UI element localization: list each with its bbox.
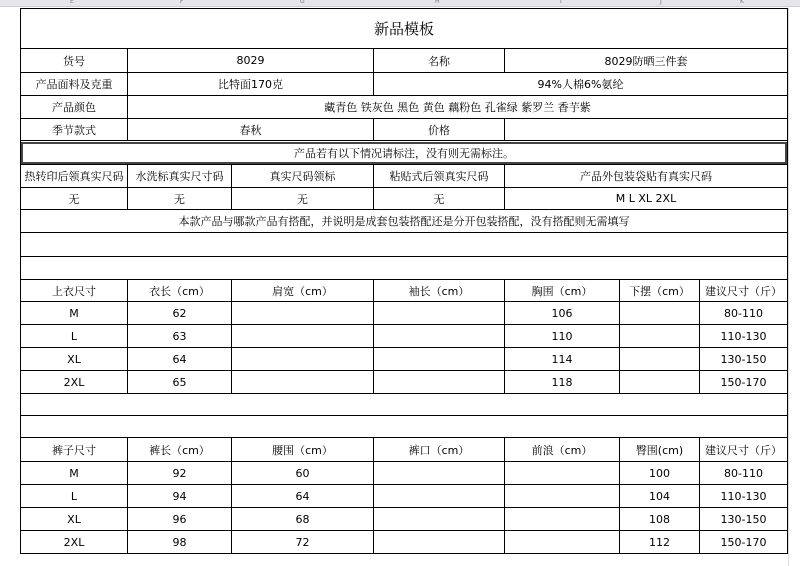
pants-table-header xyxy=(20,438,788,462)
pants-header-length[interactable]: 裤长（cm） xyxy=(128,438,232,461)
label-value[interactable]: 无 xyxy=(20,188,128,209)
column-header[interactable]: I xyxy=(560,0,562,5)
table-cell[interactable] xyxy=(232,325,374,347)
label-value-row xyxy=(20,188,788,210)
table-cell[interactable]: 72 xyxy=(232,531,374,553)
item-no-value[interactable]: 8029 xyxy=(128,49,374,72)
table-row xyxy=(20,325,788,348)
table-cell[interactable] xyxy=(374,302,505,324)
table-cell[interactable]: 68 xyxy=(232,508,374,530)
label-header-row xyxy=(20,165,788,188)
pants-header-suggested[interactable]: 建议尺寸（斤） xyxy=(700,438,788,461)
table-cell[interactable]: 150-170 xyxy=(700,371,788,393)
table-cell[interactable]: 2XL xyxy=(20,531,128,553)
label-header[interactable]: 热转印后领真实尺码 xyxy=(20,165,128,187)
table-cell[interactable]: 64 xyxy=(128,348,232,370)
table-cell[interactable]: 98 xyxy=(128,531,232,553)
gridline xyxy=(788,6,789,566)
table-row xyxy=(20,371,788,394)
sheet-title[interactable]: 新品模板 xyxy=(20,9,788,48)
table-cell[interactable]: 118 xyxy=(505,371,620,393)
color-value[interactable]: 藏青色 铁灰色 黑色 黄色 藕粉色 孔雀绿 紫罗兰 香芋紫 xyxy=(128,96,788,118)
pants-header-waist[interactable]: 腰围（cm） xyxy=(232,438,374,461)
table-cell[interactable] xyxy=(374,371,505,393)
color-label[interactable]: 产品颜色 xyxy=(20,96,128,118)
table-cell[interactable] xyxy=(620,325,700,347)
column-header[interactable]: K xyxy=(740,0,744,5)
info-row xyxy=(20,49,788,73)
label-value[interactable]: 无 xyxy=(374,188,505,209)
composition-value[interactable]: 94%人棉6%氨纶 xyxy=(374,73,788,95)
top-header-size[interactable]: 上衣尺寸 xyxy=(20,280,128,301)
table-cell[interactable]: 80-110 xyxy=(700,302,788,324)
notice-row xyxy=(20,141,788,165)
season-label[interactable]: 季节款式 xyxy=(20,119,128,140)
table-cell[interactable]: 94 xyxy=(128,485,232,507)
table-cell[interactable]: 62 xyxy=(128,302,232,324)
table-row xyxy=(20,348,788,371)
pants-header-leg-opening[interactable]: 裤口（cm） xyxy=(374,438,505,461)
table-cell[interactable]: 108 xyxy=(620,508,700,530)
table-cell[interactable] xyxy=(374,325,505,347)
notice-text[interactable]: 产品若有以下情况请标注，没有则无需标注。 xyxy=(20,141,788,164)
item-no-label[interactable]: 货号 xyxy=(20,49,128,72)
table-row xyxy=(20,462,788,485)
table-cell[interactable] xyxy=(232,348,374,370)
table-cell[interactable] xyxy=(620,302,700,324)
table-cell[interactable]: 104 xyxy=(620,485,700,507)
table-cell[interactable]: 106 xyxy=(505,302,620,324)
top-header-chest[interactable]: 胸围（cm） xyxy=(505,280,620,301)
table-cell[interactable]: 110 xyxy=(505,325,620,347)
empty-row xyxy=(20,416,788,438)
table-cell[interactable] xyxy=(232,371,374,393)
table-cell[interactable] xyxy=(374,348,505,370)
table-cell[interactable]: 130-150 xyxy=(700,348,788,370)
table-row xyxy=(20,531,788,554)
table-cell[interactable] xyxy=(505,508,620,530)
table-row xyxy=(20,485,788,508)
column-header[interactable]: H xyxy=(435,0,440,5)
label-header[interactable]: 粘贴式后领真实尺码 xyxy=(374,165,505,187)
top-header-shoulder[interactable]: 肩宽（cm） xyxy=(232,280,374,301)
top-table-header xyxy=(20,280,788,302)
matching-note-row xyxy=(20,210,788,233)
table-cell[interactable]: 114 xyxy=(505,348,620,370)
empty-cell[interactable] xyxy=(20,394,788,415)
name-value[interactable]: 8029防晒三件套 xyxy=(505,49,788,72)
table-cell[interactable] xyxy=(505,462,620,484)
column-header[interactable]: G xyxy=(300,0,305,5)
label-header[interactable]: 产品外包装袋贴有真实尺码 xyxy=(505,165,788,187)
title-row xyxy=(20,8,788,49)
table-cell[interactable]: 112 xyxy=(620,531,700,553)
season-value[interactable]: 春秋 xyxy=(128,119,374,140)
table-cell[interactable]: L xyxy=(20,325,128,347)
table-cell[interactable]: 80-110 xyxy=(700,462,788,484)
table-cell[interactable]: 100 xyxy=(620,462,700,484)
column-header[interactable]: E xyxy=(70,0,74,5)
table-cell[interactable]: M xyxy=(20,462,128,484)
table-cell[interactable] xyxy=(374,485,505,507)
table-cell[interactable] xyxy=(505,485,620,507)
info-row xyxy=(20,119,788,141)
table-cell[interactable]: L xyxy=(20,485,128,507)
table-cell[interactable]: 150-170 xyxy=(700,531,788,553)
pants-header-size[interactable]: 裤子尺寸 xyxy=(20,438,128,461)
price-value[interactable] xyxy=(505,119,788,140)
column-header-bar xyxy=(0,0,800,7)
top-header-sleeve[interactable]: 袖长（cm） xyxy=(374,280,505,301)
label-header[interactable]: 水洗标真实尺寸码 xyxy=(128,165,232,187)
info-row xyxy=(20,73,788,96)
column-header[interactable]: J xyxy=(660,0,662,5)
pants-header-hip[interactable]: 臀围(cm) xyxy=(620,438,700,461)
table-cell[interactable] xyxy=(232,302,374,324)
top-header-length[interactable]: 衣长（cm） xyxy=(128,280,232,301)
label-value[interactable]: 无 xyxy=(128,188,232,209)
label-header[interactable]: 真实尺码领标 xyxy=(232,165,374,187)
label-value[interactable]: 无 xyxy=(232,188,374,209)
fabric-label[interactable]: 产品面料及克重 xyxy=(20,73,128,95)
table-cell[interactable]: 64 xyxy=(232,485,374,507)
label-value[interactable]: M L XL 2XL xyxy=(505,188,788,209)
empty-cell[interactable] xyxy=(20,233,788,256)
info-row xyxy=(20,96,788,119)
table-cell[interactable]: XL xyxy=(20,508,128,530)
table-cell[interactable]: 110-130 xyxy=(700,485,788,507)
table-cell[interactable]: M xyxy=(20,302,128,324)
empty-row xyxy=(20,257,788,280)
table-cell[interactable]: 92 xyxy=(128,462,232,484)
price-label[interactable]: 价格 xyxy=(374,119,505,140)
table-cell[interactable]: 130-150 xyxy=(700,508,788,530)
table-cell[interactable] xyxy=(505,531,620,553)
matching-note[interactable]: 本款产品与哪款产品有搭配，并说明是成套包装搭配还是分开包装搭配，没有搭配则无需填写 xyxy=(20,210,788,232)
top-header-suggested[interactable]: 建议尺寸（斤） xyxy=(700,280,788,301)
table-row xyxy=(20,302,788,325)
empty-cell[interactable] xyxy=(20,257,788,279)
empty-row xyxy=(20,233,788,257)
table-cell[interactable] xyxy=(374,531,505,553)
table-cell[interactable] xyxy=(620,348,700,370)
table-cell[interactable] xyxy=(374,508,505,530)
table-row xyxy=(20,508,788,531)
table-cell[interactable]: 2XL xyxy=(20,371,128,393)
name-label[interactable]: 名称 xyxy=(374,49,505,72)
table-cell[interactable] xyxy=(374,462,505,484)
table-cell[interactable]: 65 xyxy=(128,371,232,393)
table-cell[interactable]: 96 xyxy=(128,508,232,530)
column-header[interactable]: F xyxy=(180,0,184,5)
top-header-hem[interactable]: 下摆（cm） xyxy=(620,280,700,301)
table-cell[interactable]: 63 xyxy=(128,325,232,347)
table-cell[interactable]: 60 xyxy=(232,462,374,484)
pants-header-front-rise[interactable]: 前浪（cm） xyxy=(505,438,620,461)
fabric-value[interactable]: 比特面170克 xyxy=(128,73,374,95)
table-cell[interactable]: XL xyxy=(20,348,128,370)
table-cell[interactable]: 110-130 xyxy=(700,325,788,347)
table-cell[interactable] xyxy=(620,371,700,393)
empty-row xyxy=(20,394,788,416)
empty-cell[interactable] xyxy=(20,416,788,437)
